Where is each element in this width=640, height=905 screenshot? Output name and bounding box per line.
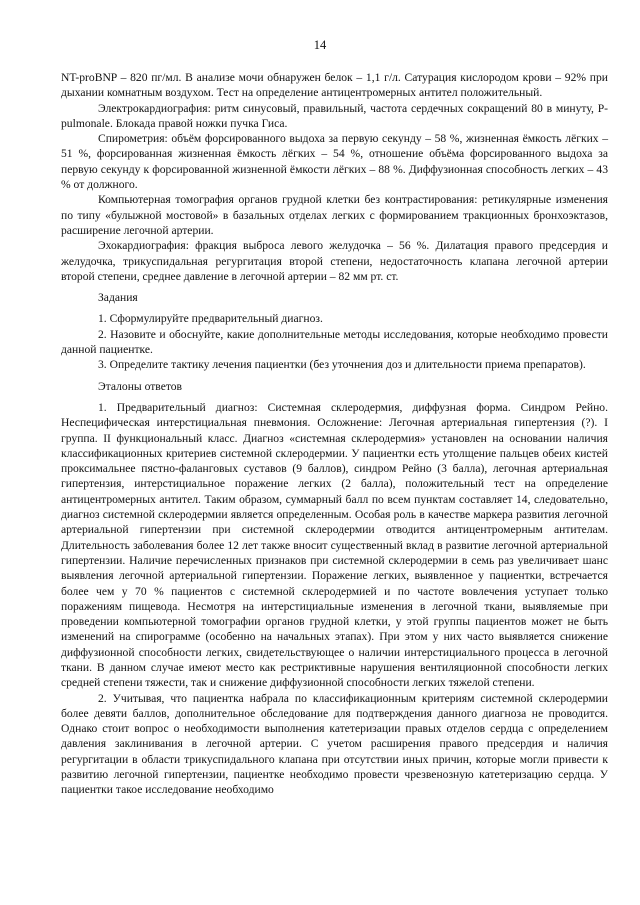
- ecg-paragraph: Электрокардиография: ритм синусовый, правильный, частота сердечных сокращений 80 в минуту, P-pulmonale. Блокада правой ножки пучка Гиса.: [61, 101, 608, 130]
- echo-paragraph: Эхокардиография: фракция выброса левого желудочка – 56 %. Дилатация правого предсердия и желудочка, трикуспидальная регургитация второй степени, недостаточность клапана легочной артерии второй степени, среднее давление в легочной артерии – 82 мм рт. ст.: [61, 239, 608, 283]
- task-item: 2. Назовите и обоснуйте, какие дополнительные методы исследования, которые необходимо провести данной пациентке.: [61, 327, 608, 357]
- lab-results-paragraph: NT-proBNP – 820 пг/мл. В анализе мочи обнаружен белок – 1,1 г/л. Сатурация кислородом крови – 92% при дыхании комнатным воздухом. Тест на определение антицентромерных антител положительный.: [61, 71, 608, 100]
- document-body: [61, 70, 608, 798]
- spirometry-paragraph: Спирометрия: объём форсированного выдоха за первую секунду – 58 %, жизненная ёмкость лёгких – 51 %, форсированная жизненная ёмкость лёгких – 54 %, отношение объёма форсированного выдоха за первую секунду к форсированной жизненной ёмкости лёгких – 88 %. Диффузионная способность легких – 43 % от должного.: [61, 132, 608, 192]
- ct-paragraph: Компьютерная томография органов грудной клетки без контрастирования: ретикулярные изменения по типу «булыжной мостовой» в базальных отделах легких с формированием тракционных бронхоэктазов, расширение легочной артерии.: [61, 193, 608, 237]
- task-item: 1. Сформулируйте предварительный диагноз.: [98, 312, 323, 326]
- task-item: 3. Определите тактику лечения пациентки (без уточнения доз и длительности приема препаратов).: [98, 358, 586, 372]
- tasks-heading: Задания: [98, 291, 138, 305]
- answer-item: 2. Учитывая, что пациентка набрала по классификационным критериям системной склеродермии более девяти баллов, дополнительное обследование для подтверждения данного диагноза не проводится. Однако стоит вопрос о необходимости выполнения катетеризации правых отделов сердца с определением давления заклинивания в легочной артерии. С учетом расширения правого предсердия и наличия регургитации в области трикуспидального клапана при отсутствии иных причин, которые могли привести к развитию легочной гипертензии, пациентке необходимо провести чрезвенозную катетеризацию сердца. У пациентки такое исследование необходимо: [61, 691, 608, 797]
- answers-heading: Эталоны ответов: [98, 379, 183, 393]
- answer-item: 1. Предварительный диагноз: Системная склеродермия, диффузная форма. Синдром Рейно. Неспецифическая интерстициальная пневмония. Осложнение: Легочная артериальная гипертензия (?). I группа. II функциональный класс. Диагноз «системная склеродермия» установлен на основании наличия классификационных критериев системной склеродермии. У пациентки есть утолщение пальцев обеих кистей проксимальнее пястно-фаланговых суставов (9 баллов), синдром Рейно (3 балла), легочная артериальная гипертензия, интерстициальное поражение легких (2 балла), положительный тест на определение антицентромерных антител. Таким образом, суммарный балл по всем пунктам составляет 14, следовательно, диагноз системной склеродермии является определенным. Особая роль в качестве маркера развития легочной артериальной гипертензии при системной склеродермии отводится антицентромерным антителам. Длительность заболевания более 12 лет также вносит существенный вклад в развитие легочной артериальной гипертензии. Наличие перечисленных признаков при системной склеродермии в семь раз увеличивает шанс выявления легочной артериальной гипертензии. Поражение легких, выявленное у пациентки, встречается более чем у 70 % пациентов с системной склеродермией и по частоте вовлечения уступает только поражениям пищевода. Несмотря на интерстициальные изменения в легочной ткани, выявляемые при проведении компьютерной томографии органов грудной клетки, у этой группы пациентов может не быть изменений на спирограмме (особенно на начальных этапах). При этом у них часто выявляется снижение диффузионной способности легких, свидетельствующее о наличии интерстициального процесса в легочной ткани. В данном случае имеют место как рестриктивные нарушения вентиляционной способности легких средней степени тяжести, так и снижение диффузионной способности легких тяжелой степени.: [61, 400, 608, 690]
- page-number: 14: [313, 38, 327, 52]
